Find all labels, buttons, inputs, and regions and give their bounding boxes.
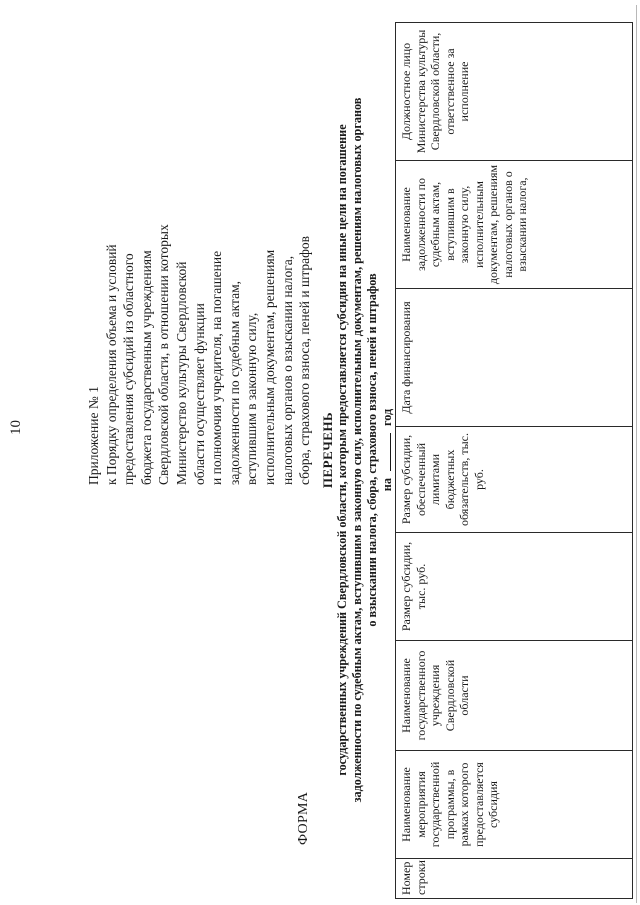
document-heading <box>320 35 395 865</box>
column-header-debt-name: Наименование задолженности по судебным актам, вступившим в законную силу, исполнительным документам, решениям налоговых органов о взыскании налога, <box>396 161 633 289</box>
appendix-line: задолженности по судебным актам, <box>226 280 242 485</box>
year-blank-field <box>380 433 391 471</box>
column-header-secured-amount: Размер субсидии, обеспеченный лимитами бюджетных обязательств, тыс. руб. <box>396 427 633 533</box>
column-header-subsidy-amount: Размер субсидии, тыс. руб. <box>396 533 633 641</box>
form-label: ФОРМА <box>296 791 311 845</box>
period-suffix: год <box>380 408 394 426</box>
heading-period <box>380 35 395 865</box>
appendix-line: налоговых органов о взыскании налога, <box>279 255 295 485</box>
column-header-responsible-official: Должностное лицо Министерства культуры Свердловской области, ответственное за исполнение <box>396 23 633 161</box>
appendix-line: вступившим в законную силу, <box>244 312 260 485</box>
subsidy-list-table <box>395 22 633 899</box>
table-header-row <box>396 23 633 899</box>
heading-title: ПЕРЕЧЕНЬ <box>320 411 335 489</box>
column-header-institution: Наименование государственного учреждения Свердловской области <box>396 641 633 751</box>
appendix-line: и полномочия учредителя, на погашение <box>209 250 225 485</box>
column-header-row-number: Номер строки <box>396 859 633 899</box>
appendix-line: к Порядку определения объема и условий <box>103 244 119 485</box>
appendix-line: предоставления субсидий из областного <box>121 253 137 485</box>
appendix-line: сбора, страхового взноса, пеней и штрафов <box>297 235 313 485</box>
heading-line: задолженности по судебным актам, вступившим в законную силу, исполнительным документам, решениям налоговых органов <box>350 97 364 803</box>
column-header-program-event: Наименование мероприятия государственной программы, в рамках которого предоставляется субсидия <box>396 751 633 859</box>
appendix-line: Приложение № 1 <box>86 386 101 485</box>
heading-line: государственных учреждений Свердловской области, которым предоставляется субсидия на иные цели на погашение <box>335 124 349 776</box>
appendix-line: Министерство культуры Свердловской <box>173 261 189 485</box>
appendix-line: области осуществляет функции <box>191 303 207 485</box>
appendix-line: бюджета государственным учреждениям <box>138 250 154 485</box>
appendix-line: Свердловской области, в отношении которых <box>156 224 172 485</box>
column-header-financing-date: Дата финансирования <box>396 289 633 427</box>
period-prefix: на <box>380 478 394 492</box>
heading-line: о взыскании налога, сбора, страхового взноса, пеней и штрафов <box>365 273 379 627</box>
scan-edge-line <box>636 5 637 903</box>
page-number: 10 <box>8 420 24 435</box>
appendix-block <box>85 105 314 485</box>
appendix-line: исполнительным документам, решениям <box>261 249 277 485</box>
